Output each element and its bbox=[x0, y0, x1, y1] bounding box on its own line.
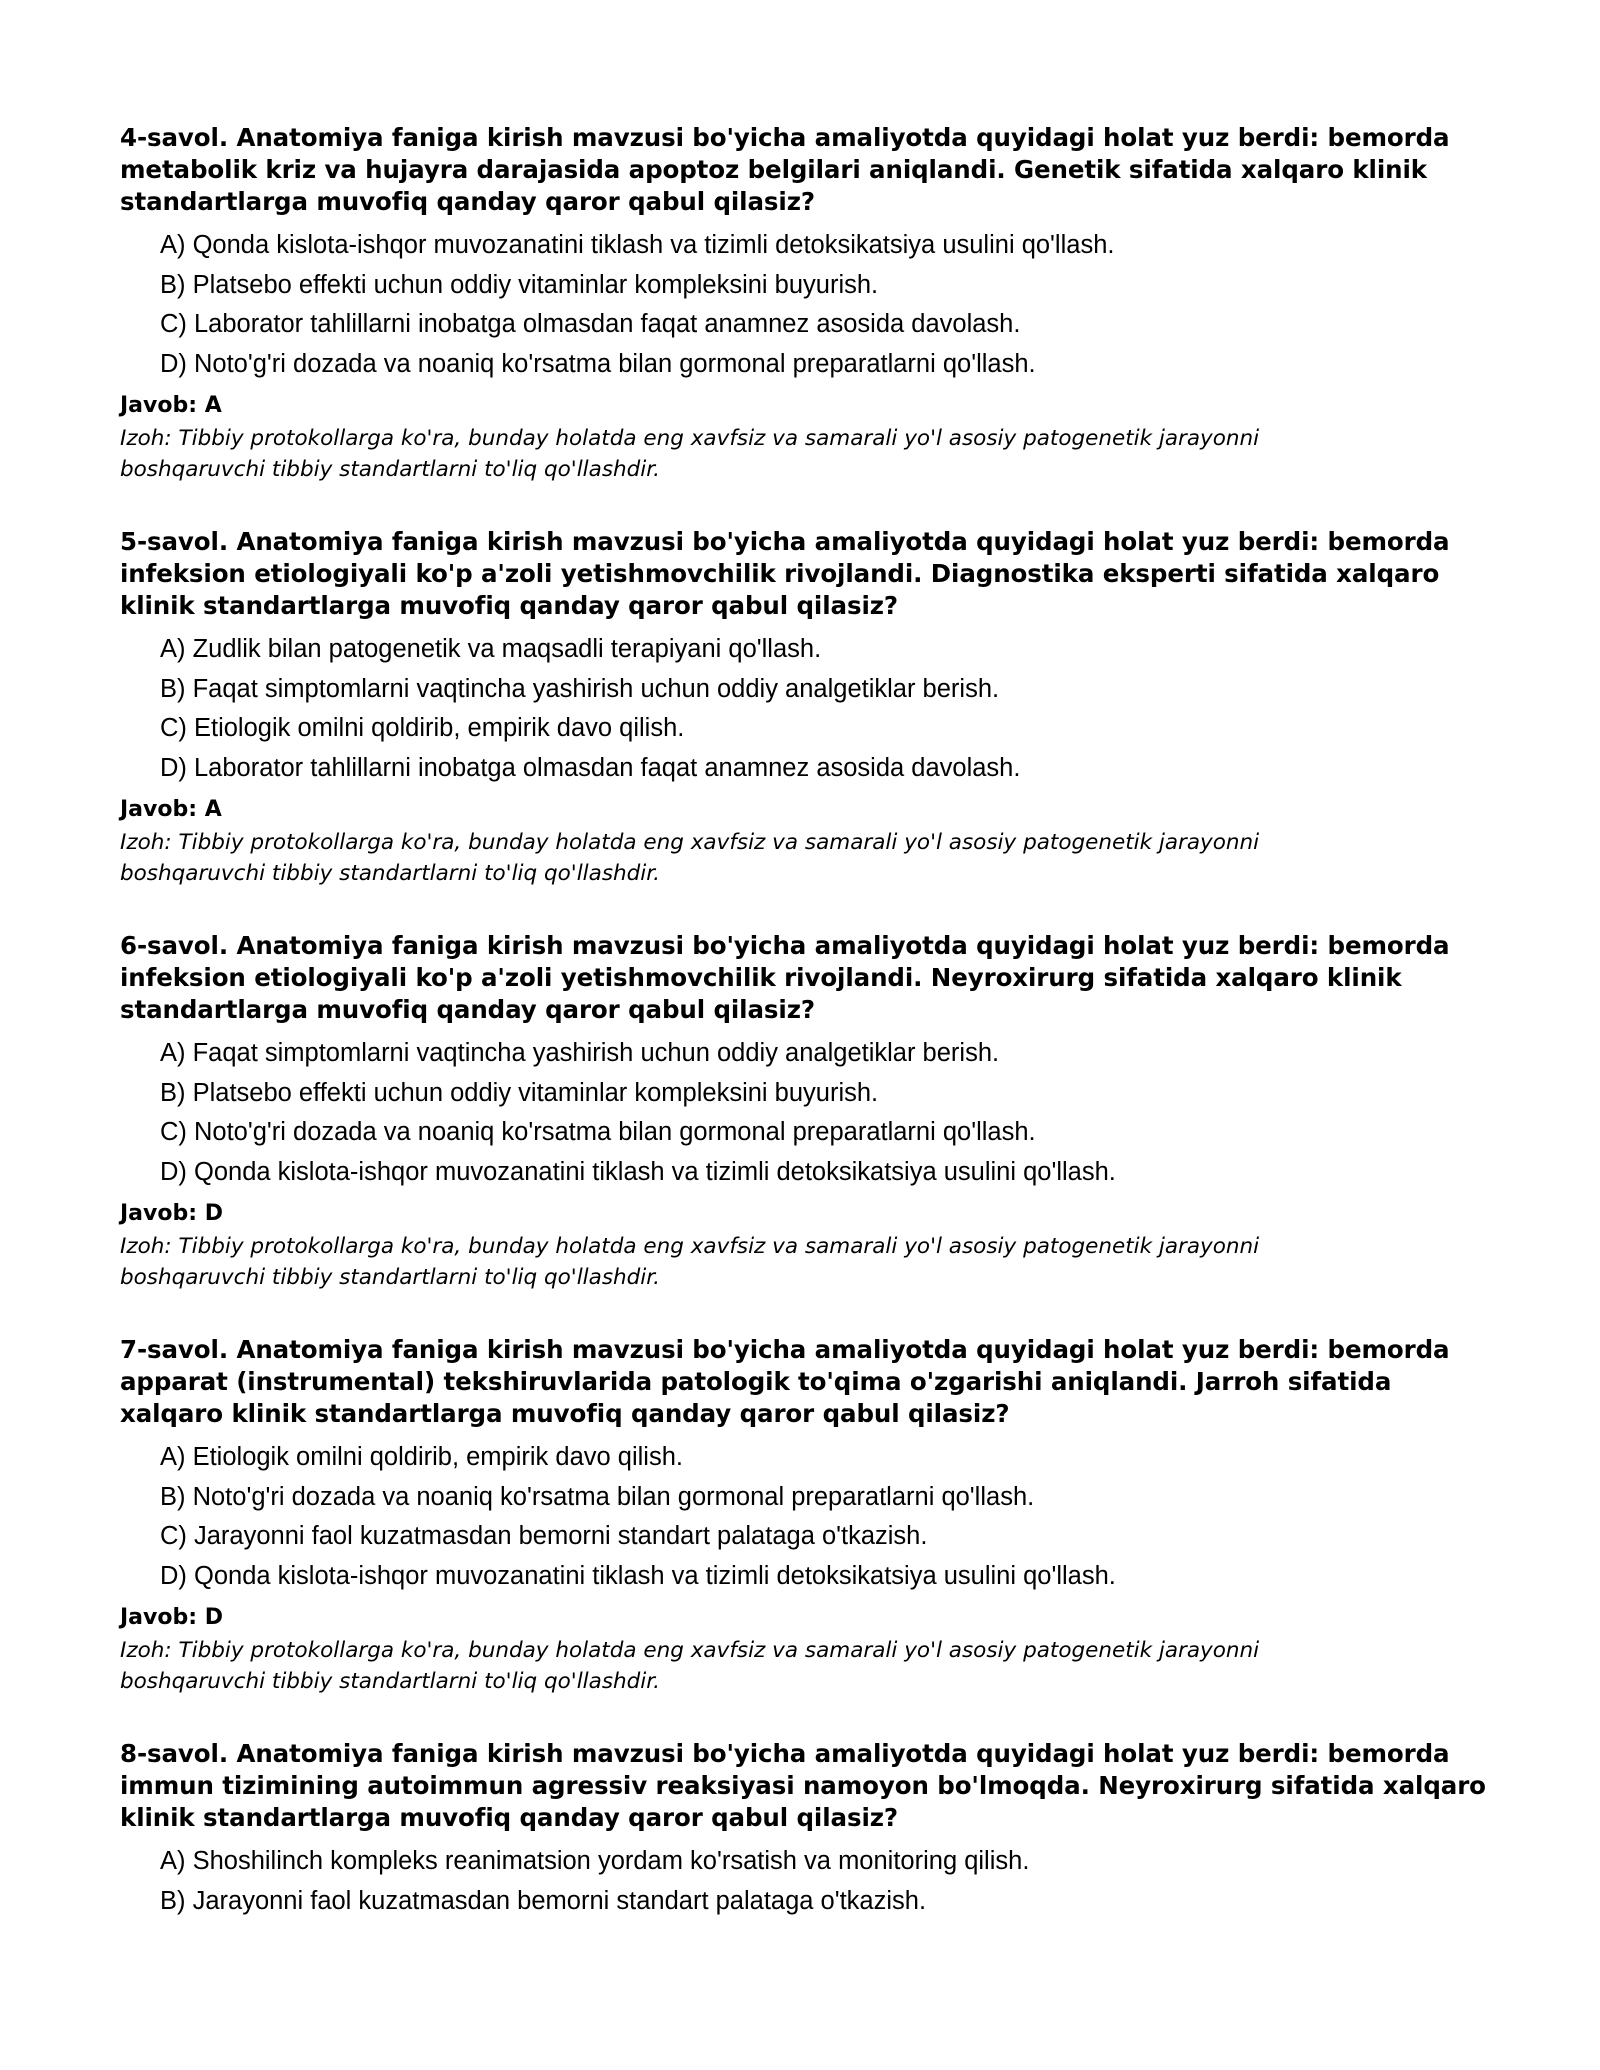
options-list bbox=[120, 1034, 1500, 1192]
question-block bbox=[120, 930, 1500, 1293]
option-b: B) Platsebo effekti uchun oddiy vitaminlar kompleksini buyurish. bbox=[160, 1078, 879, 1107]
option-d: D) Noto'g'ri dozada va noaniq ko'rsatma bilan gormonal preparatlarni qo'llash. bbox=[160, 349, 1036, 378]
option-b: B) Platsebo effekti uchun oddiy vitaminlar kompleksini buyurish. bbox=[160, 270, 879, 299]
option-c: C) Noto'g'ri dozada va noaniq ko'rsatma bilan gormonal preparatlarni qo'llash. bbox=[160, 1118, 1036, 1146]
question-text: 7-savol. Anatomiya faniga kirish mavzusi bo'yicha amaliyotda quyidagi holat yuz berdi: bemorda apparat (instrumental) tekshiruvlarida patologik to'qima o'zgarishi aniqlandi. Jarroh sifatida xalqaro klinik standartlarga muvofiq qanday qaror qabul qilasiz? bbox=[120, 1335, 1450, 1428]
option-b: B) Jarayonni faol kuzatmasdan bemorni standart palataga o'tkazish. bbox=[160, 1886, 927, 1915]
question-block bbox=[120, 1334, 1500, 1697]
option-d: D) Qonda kislota-ishqor muvozanatini tiklash va tizimli detoksikatsiya usulini qo'llash. bbox=[160, 1561, 1116, 1590]
question-text: 5-savol. Anatomiya faniga kirish mavzusi bo'yicha amaliyotda quyidagi holat yuz berdi: bemorda infeksion etiologiyali ko'p a'zoli yetishmovchilik rivojlandi. Diagnostika eksperti sifatida xalqaro klinik standartlarga muvofiq qanday qaror qabul qilasiz? bbox=[120, 527, 1450, 620]
question-text: 4-savol. Anatomiya faniga kirish mavzusi bo'yicha amaliyotda quyidagi holat yuz berdi: bemorda metabolik kriz va hujayra darajasida apoptoz belgilari aniqlandi. Genetik sifatida xalqaro klinik standartlarga muvofiq qanday qaror qabul qilasiz? bbox=[120, 123, 1450, 216]
option-a: A) Faqat simptomlarni vaqtincha yashirish uchun oddiy analgetiklar berish. bbox=[160, 1039, 1000, 1067]
explanation-text: Izoh: Tibbiy protokollarga ko'ra, bunday holatda eng xavfsiz va samarali yo'l asosiy patogenetik jarayonni boshqaruvchi tibbiy standartlarni to'liq qo'llashdir. bbox=[120, 1234, 1260, 1290]
answer-text: Javob: D bbox=[120, 1201, 223, 1226]
option-a: A) Qonda kislota-ishqor muvozanatini tiklash va tizimli detoksikatsiya usulini qo'llash. bbox=[160, 231, 1115, 259]
question-block bbox=[120, 526, 1500, 889]
options-list bbox=[120, 226, 1500, 384]
answer-text: Javob: D bbox=[120, 1605, 223, 1630]
explanation-text: Izoh: Tibbiy protokollarga ko'ra, bunday holatda eng xavfsiz va samarali yo'l asosiy patogenetik jarayonni boshqaruvchi tibbiy standartlarni to'liq qo'llashdir. bbox=[120, 1638, 1260, 1694]
document-page bbox=[120, 122, 1500, 1962]
explanation-text: Izoh: Tibbiy protokollarga ko'ra, bunday holatda eng xavfsiz va samarali yo'l asosiy patogenetik jarayonni boshqaruvchi tibbiy standartlarni to'liq qo'llashdir. bbox=[120, 426, 1260, 482]
question-block bbox=[120, 122, 1500, 485]
option-c: C) Etiologik omilni qoldirib, empirik davo qilish. bbox=[160, 714, 685, 742]
answer-text: Javob: A bbox=[120, 797, 222, 822]
options-list bbox=[120, 1842, 1500, 1921]
option-a: A) Etiologik omilni qoldirib, empirik davo qilish. bbox=[160, 1443, 683, 1471]
option-a: A) Zudlik bilan patogenetik va maqsadli terapiyani qo'llash. bbox=[160, 635, 822, 663]
option-c: C) Jarayonni faol kuzatmasdan bemorni standart palataga o'tkazish. bbox=[160, 1522, 928, 1550]
explanation-text: Izoh: Tibbiy protokollarga ko'ra, bunday holatda eng xavfsiz va samarali yo'l asosiy patogenetik jarayonni boshqaruvchi tibbiy standartlarni to'liq qo'llashdir. bbox=[120, 830, 1260, 886]
answer-text: Javob: A bbox=[120, 393, 222, 418]
option-d: D) Laborator tahlillarni inobatga olmasdan faqat anamnez asosida davolash. bbox=[160, 753, 1021, 782]
options-list bbox=[120, 630, 1500, 788]
question-text: 6-savol. Anatomiya faniga kirish mavzusi bo'yicha amaliyotda quyidagi holat yuz berdi: bemorda infeksion etiologiyali ko'p a'zoli yetishmovchilik rivojlandi. Neyroxirurg sifatida xalqaro klinik standartlarga muvofiq qanday qaror qabul qilasiz? bbox=[120, 931, 1450, 1024]
options-list bbox=[120, 1438, 1500, 1596]
question-text: 8-savol. Anatomiya faniga kirish mavzusi bo'yicha amaliyotda quyidagi holat yuz berdi: bemorda immun tizimining autoimmun agressiv reaksiyasi namoyon bo'lmoqda. Neyroxirurg sifatida xalqaro klinik standartlarga muvofiq qanday qaror qabul qilasiz? bbox=[120, 1739, 1486, 1832]
option-b: B) Noto'g'ri dozada va noaniq ko'rsatma bilan gormonal preparatlarni qo'llash. bbox=[160, 1482, 1035, 1511]
option-d: D) Qonda kislota-ishqor muvozanatini tiklash va tizimli detoksikatsiya usulini qo'llash. bbox=[160, 1157, 1116, 1186]
question-block bbox=[120, 1738, 1500, 1921]
option-a: A) Shoshilinch kompleks reanimatsion yordam ko'rsatish va monitoring qilish. bbox=[160, 1847, 1030, 1875]
option-b: B) Faqat simptomlarni vaqtincha yashirish uchun oddiy analgetiklar berish. bbox=[160, 674, 1000, 703]
option-c: C) Laborator tahlillarni inobatga olmasdan faqat anamnez asosida davolash. bbox=[160, 310, 1021, 338]
